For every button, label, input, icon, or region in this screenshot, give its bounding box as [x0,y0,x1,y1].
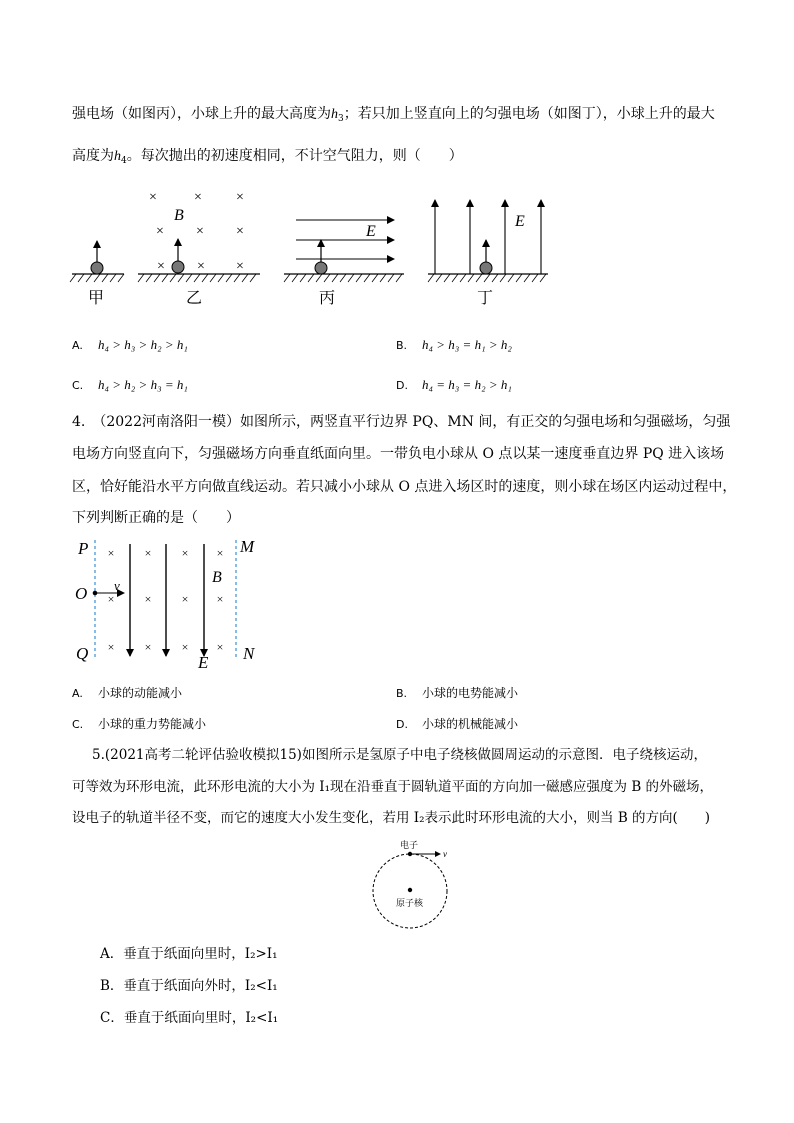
nucleus [408,888,412,892]
q4-line3: 区，恰好能沿水平方向做直线运动。若只减小小球从 O 点进入场区时的速度，则小球在场区内运动过程中， [72,479,737,495]
q3-option-d[interactable]: D. h₄ = h₃ = h₂ > h₁ [396,377,512,392]
cross-mark: × [236,259,244,274]
label-electron: 电子 [400,840,419,850]
fig-label-ding: 丁 [477,290,494,307]
q5-option-a[interactable]: A．垂直于纸面向里时，I₂>I₁ [100,946,278,962]
cross-mark: × [236,190,244,205]
label-O: O [75,584,88,603]
q3-option-b[interactable]: B. h₄ > h₃ = h₁ > h₂ [396,337,512,352]
q4-line1: 4. （2022河南洛阳一模）如图所示，两竖直平行边界 PQ、MN 间，有正交的匀强电场和匀强磁场，匀强 [72,414,731,430]
cross-mark: × [156,224,164,239]
label-B: B [212,569,222,586]
label-Q: Q [76,644,89,663]
label-M: M [240,537,255,556]
cross-mark: × [181,592,189,606]
q3-option-a[interactable]: A. h₄ > h₃ > h₂ > h₁ [72,337,188,352]
cross-mark: × [216,592,224,606]
q4-option-b[interactable]: B. 小球的电势能减小 [396,686,519,700]
q4-option-a[interactable]: A. 小球的动能减小 [72,686,183,700]
q5-line3: 设电子的轨道半径不变，而它的速度大小发生变化，若用 I₂表示此时环形电流的大小，则当 B 的方向( ) [72,810,711,826]
q5-line1: 5.(2021高考二轮评估验收模拟15)如图所示是氢原子中电子绕核做圆周运动的示意图．电子绕核运动， [92,747,707,763]
cross-mark: × [196,224,204,239]
cross-mark: × [107,640,115,654]
cross-mark: × [216,546,224,560]
cross-mark: × [197,259,205,274]
q5-option-b[interactable]: B．垂直于纸面向外时，I₂<I₁ [100,978,278,994]
cross-mark: × [149,190,157,205]
label-v: v [114,578,120,593]
fig-label-bing: 丙 [319,290,336,307]
label-E: E [198,653,209,672]
cross-mark: × [236,224,244,239]
label-P: P [78,539,89,558]
cross-mark: × [157,259,165,274]
cross-mark: × [216,640,224,654]
cross-mark: × [181,546,189,560]
label-v: v [443,849,447,859]
cross-mark: × [107,592,115,606]
cross-mark: × [181,640,189,654]
q4-option-d[interactable]: D. 小球的机械能减小 [396,717,519,731]
fig-label-yi: 乙 [186,290,203,307]
q4-option-c[interactable]: C. 小球的重力势能减小 [72,717,207,731]
cross-mark: × [107,546,115,560]
q5-option-c[interactable]: C．垂直于纸面向里时，I₂<I₁ [100,1010,279,1026]
cross-mark: × [144,546,152,560]
label-nucleus: 原子核 [396,898,424,908]
q3-line2: 高度为$h_4$。每次抛出的初速度相同，不计空气阻力，则（ ） [72,148,463,166]
field-label-E: E [515,213,525,230]
field-label-B: B [174,207,184,224]
cross-mark: × [194,190,202,205]
cross-mark: × [144,640,152,654]
q4-line4: 下列判断正确的是（ ） [72,510,240,526]
field-label-E: E [366,223,376,240]
cross-mark: × [144,592,152,606]
electron [408,852,412,856]
q3-option-c[interactable]: C. h₄ > h₂ > h₃ = h₁ [72,377,188,392]
fig-label-jia: 甲 [88,290,105,307]
q4-line2: 电场方向竖直向下，匀强磁场方向垂直纸面向里。一带负电小球从 O 点以某一速度垂直边界 PQ 进入该场 [72,446,725,462]
q3-line1: 强电场（如图丙），小球上升的最大高度为$h_3$；若只加上竖直向上的匀强电场（如图丁），小球上升的最大 [72,106,715,124]
q5-line2: 可等效为环形电流，此环形电流的大小为 I₁现在沿垂直于圆轨道平面的方向加一磁感应强度为 B 的外磁场， [72,779,714,795]
label-N: N [243,644,255,663]
